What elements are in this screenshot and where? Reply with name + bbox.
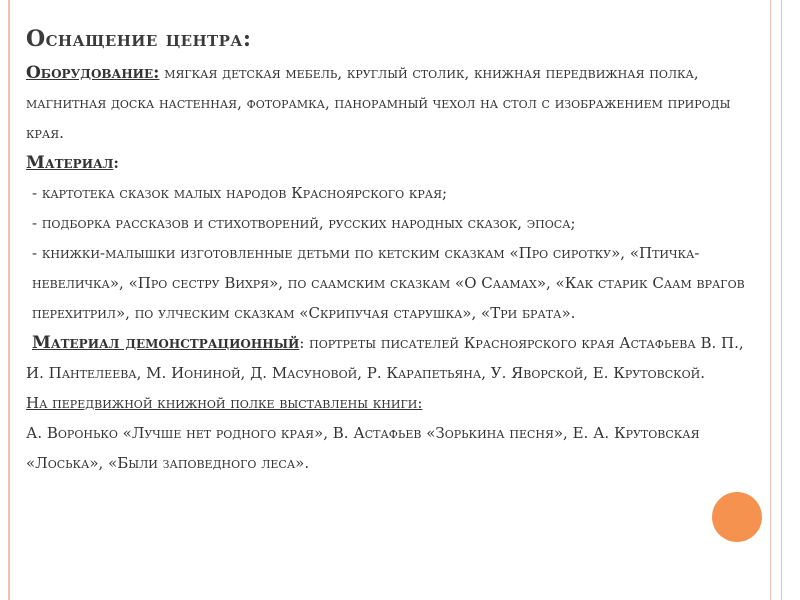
material-item-3: - книжки-малышки изготовленные детьми по кетским сказкам «Про сиротку», «Птичка-невеличка», «Про сестру Вихря», по саамским сказкам «О Саамах», «Как старик Саам врагов перехитрил», по улческим сказкам «Скрипучая старушка», «Три брата». — [32, 244, 745, 322]
equipment-label: Оборудование: — [26, 63, 160, 83]
material-item-2: - подборка рассказов и стихотворений, русских народных сказок, эпоса; — [32, 214, 576, 232]
equipment-text: мягкая детская мебель, круглый столик, книжная передвижная полка, магнитная доска настенная, фоторамка, панорамный чехол на стол с изображением природы края. — [26, 64, 731, 142]
page-title: Оснащение центра: — [26, 26, 252, 52]
right-border-lines — [770, 0, 782, 600]
demo-label: Материал демонстрационный — [32, 333, 300, 353]
demo-section — [26, 328, 764, 388]
equipment-section — [26, 58, 764, 148]
shelf-text: А. Воронько «Лучше нет родного края», В. Астафьев «Зорькина песня», Е. А. Крутовская «Лоська», «Были заповедного леса». — [26, 424, 700, 472]
slide-content — [26, 22, 764, 478]
material-colon: : — [113, 154, 119, 172]
material-heading — [26, 148, 764, 178]
shelf-label: На передвижной книжной полке выставлены книги: — [26, 394, 423, 412]
demo-text: : портреты писателей Красноярского края Астафьева В. П., И. Пантелеева, М. Иониной, Д. Масуновой, Р. Карапетьяна, У. Яворской, Е. Крутовской. — [26, 334, 744, 382]
slide-body — [26, 58, 764, 478]
left-border-line — [8, 0, 10, 600]
material-label: Материал — [26, 153, 114, 173]
material-item-1: - картотека сказок малых народов Красноярского края; — [32, 184, 448, 202]
decorative-circle — [712, 492, 762, 542]
